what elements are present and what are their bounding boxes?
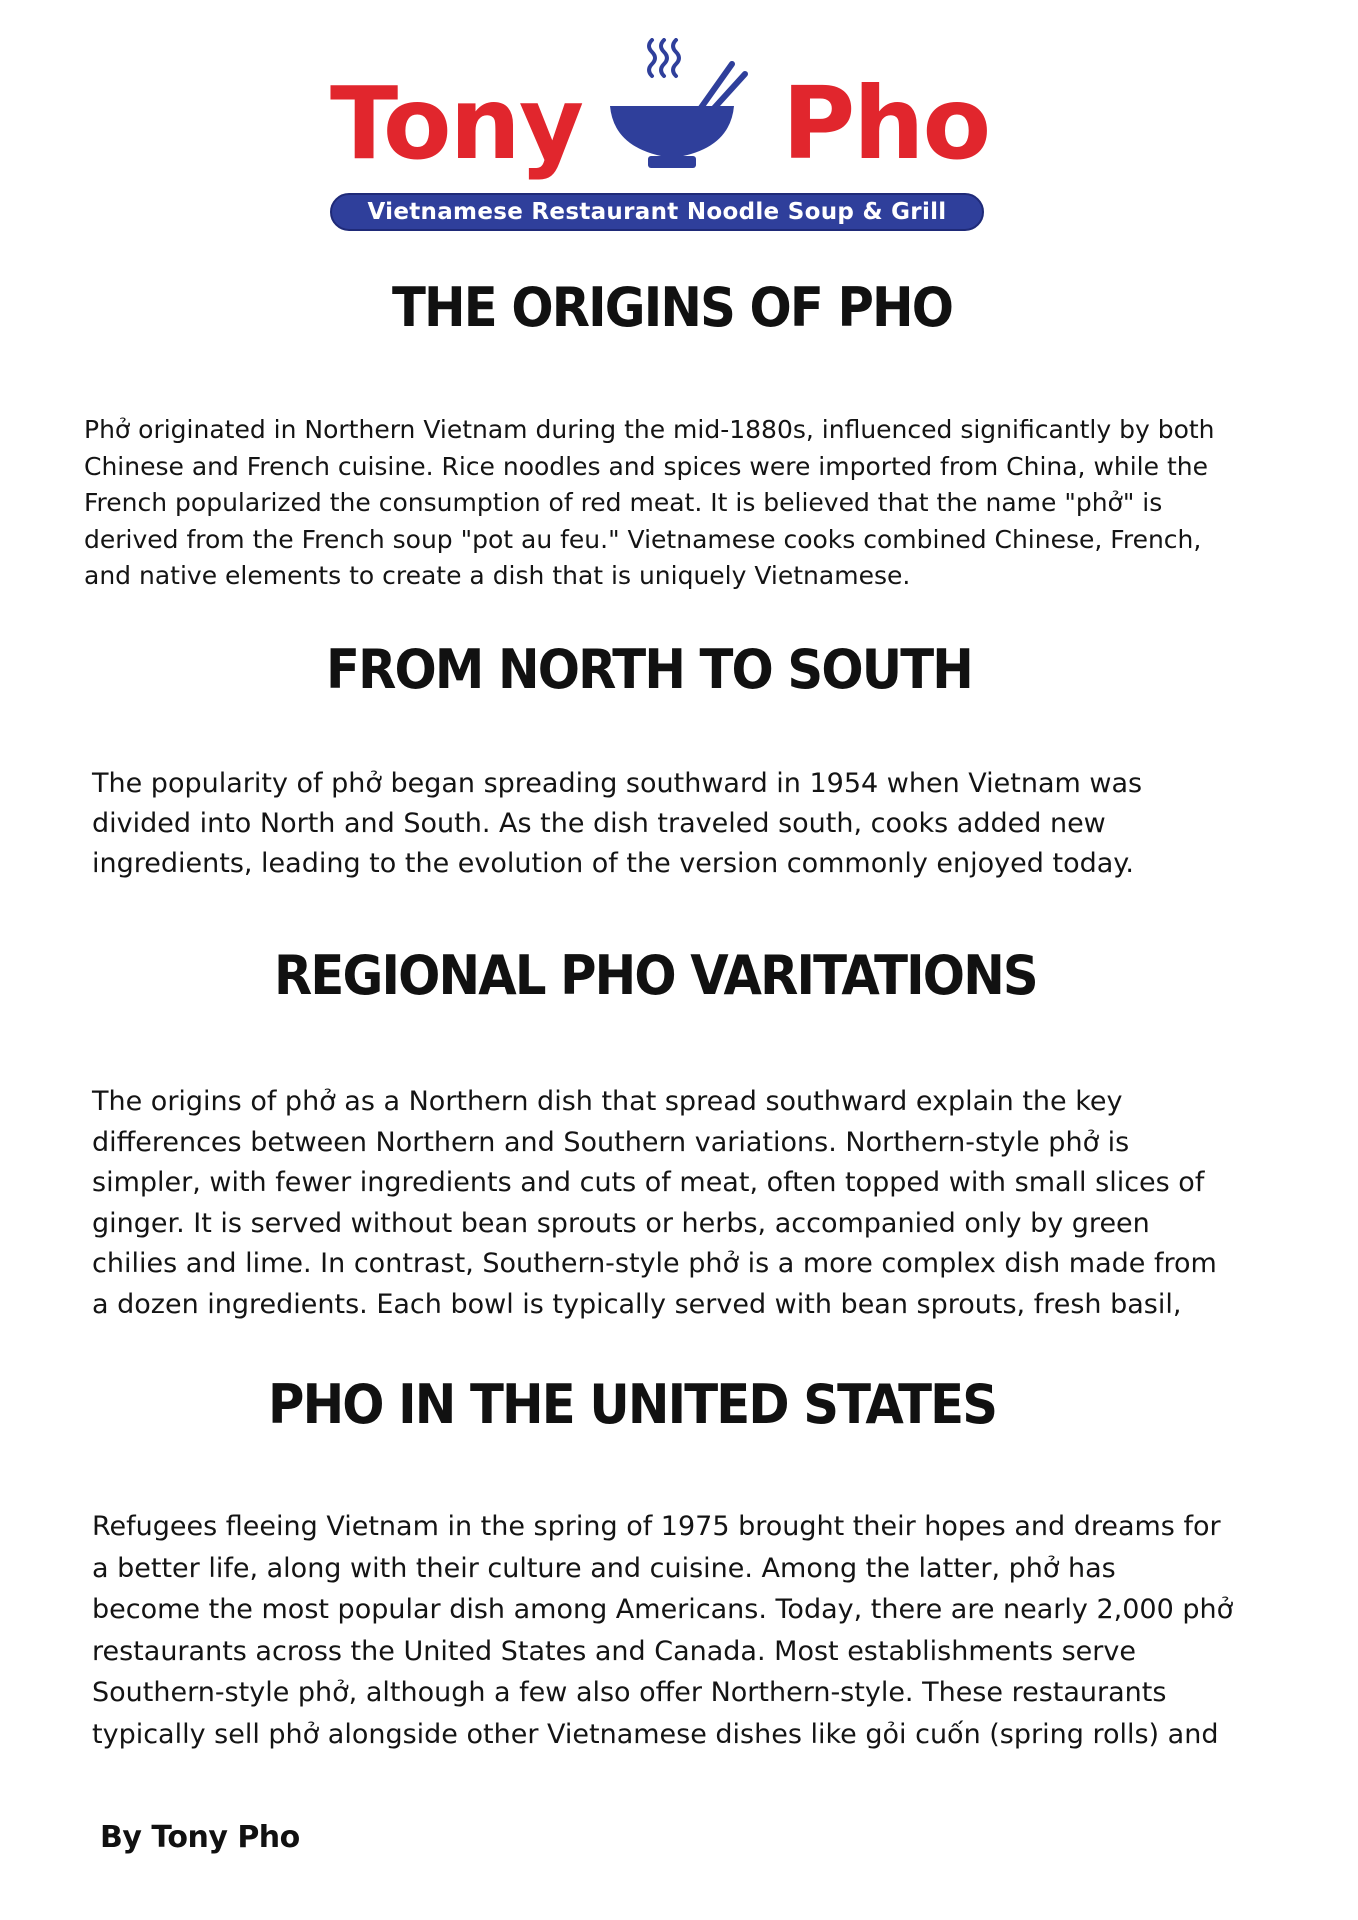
text-line: become the most popular dish among Americans. Today, there are nearly 2,000 phở	[92, 1594, 1234, 1625]
text-line: restaurants across the United States and Canada. Most establishments serve	[92, 1635, 1136, 1667]
logo-tagline: Vietnamese Restaurant Noodle Soup & Grill	[330, 193, 984, 231]
text-line: The origins of phở as a Northern dish that spread southward explain the key	[92, 1086, 1123, 1117]
logo-brand-left: Tony	[330, 65, 583, 182]
text-line: ingredients, leading to the evolution of the version commonly enjoyed today.	[92, 848, 1134, 879]
text-line: Southern-style phở, although a few also offer Northern-style. These restaurants	[92, 1677, 1167, 1708]
text-line: a better life, along with their culture and cuisine. Among the latter, phở has	[92, 1552, 1116, 1584]
text-line: typically sell phở alongside other Vietnamese dishes like gỏi cuốn (spring rolls) and	[92, 1718, 1219, 1750]
section-text-origins	[84, 412, 1264, 595]
restaurant-logo	[330, 38, 990, 238]
author-byline: By Tony Pho	[100, 1820, 300, 1855]
text-line: Chinese and French cuisine. Rice noodles and spices were imported from China, while the	[84, 451, 1208, 481]
text-line: ginger. It is served without bean sprouts or herbs, accompanied only by green	[92, 1207, 1150, 1239]
section-heading-united-states: PHO IN THE UNITED STATES	[268, 1373, 997, 1436]
text-line: The popularity of phở began spreading southward in 1954 when Vietnam was	[92, 768, 1143, 799]
text-line: differences between Northern and Southern variations. Northern-style phở is	[92, 1126, 1130, 1158]
text-line: divided into North and South. As the dish traveled south, cooks added new	[92, 808, 1106, 839]
text-line: derived from the French soup "pot au feu." Vietnamese cooks combined Chinese, French,	[84, 524, 1202, 554]
text-line: and native elements to create a dish that is uniquely Vietnamese.	[84, 561, 911, 590]
section-heading-regional: REGIONAL PHO VARITATIONS	[274, 944, 1037, 1007]
section-text-united-states	[92, 1506, 1272, 1755]
section-heading-north-south: FROM NORTH TO SOUTH	[326, 638, 973, 701]
text-line: a dozen ingredients. Each bowl is typically served with bean sprouts, fresh basil,	[92, 1288, 1182, 1320]
section-heading-origins: THE ORIGINS OF PHO	[392, 276, 953, 339]
text-line: simpler, with fewer ingredients and cuts of meat, often topped with small slices of	[92, 1167, 1205, 1198]
text-line: Refugees fleeing Vietnam in the spring of 1975 brought their hopes and dreams for	[92, 1511, 1221, 1542]
section-text-regional	[92, 1082, 1272, 1325]
text-line: chilies and lime. In contrast, Southern-style phở is a more complex dish made from	[92, 1248, 1217, 1279]
pho-bowl-icon	[600, 38, 750, 178]
logo-brand-right: Pho	[782, 65, 990, 182]
text-line: French popularized the consumption of red meat. It is believed that the name "phở" is	[84, 488, 1163, 517]
text-line: Phở originated in Northern Vietnam during the mid-1880s, influenced significantly by both	[84, 415, 1215, 444]
section-text-north-south	[92, 764, 1272, 884]
